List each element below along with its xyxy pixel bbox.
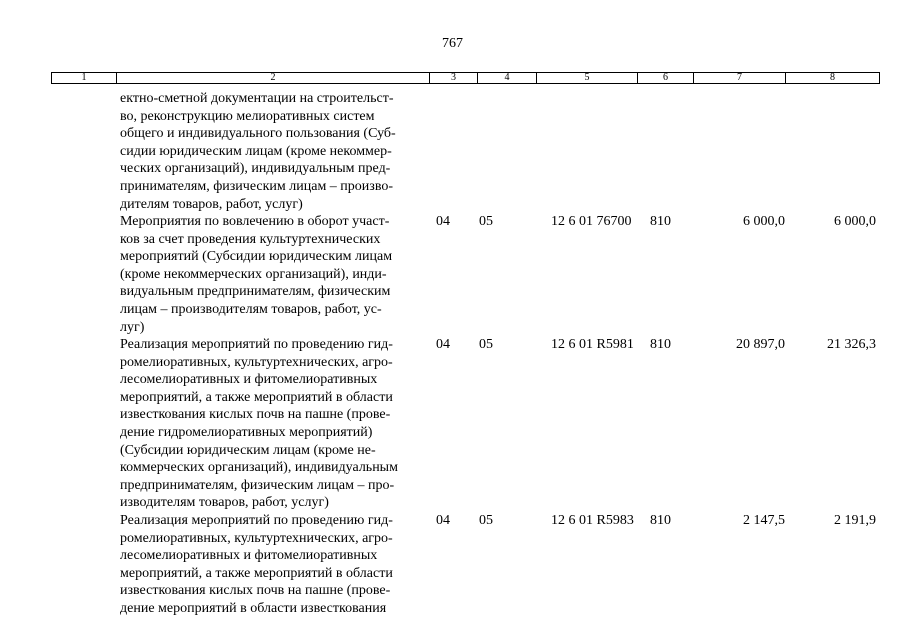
row-description: Реализация мероприятий по проведению гид- ромелиоративных, культуртехнических, агро- лесомелиоративных и фитомелиоративных мероприятий, а также мероприятий в области известкования кислых почв на пашне (прове- дение мероприятий в области известкования — [120, 513, 393, 616]
row-rz: 04 — [436, 337, 450, 352]
continuation-text: ектно-сметной документации на строительст- во, реконструкцию мелиоративных систем общего и индивидуального пользования (Суб- сидии юридическим лицам (кроме некоммер- ческих организаций), индивидуальным пред- принимателям, физическим лицам – произво- дителям товаров, работ, услуг) — [120, 91, 396, 212]
row-sum-2: 2 191,9 — [834, 513, 876, 528]
row-description: Реализация мероприятий по проведению гид- ромелиоративных, культуртехнических, агро- лесомелиоративных и фитомелиоративных мероприятий, а также мероприятий в области известкования кислых почв на пашне (прове- дение гидромелиоративных мероприятий) (Субсидии юридическим лицам (кроме не- коммерческих организаций), индивидуальным предпринимателям, физическим лицам – про- изводителям товаров, работ, услуг) — [120, 337, 398, 511]
row-sum-1: 20 897,0 — [736, 337, 785, 352]
column-header-5: 5 — [537, 73, 638, 83]
row-sum-2: 6 000,0 — [834, 214, 876, 229]
column-header-6: 6 — [638, 73, 694, 83]
row-vr: 810 — [650, 214, 671, 229]
row-vr: 810 — [650, 337, 671, 352]
row-vr: 810 — [650, 513, 671, 528]
row-pr: 05 — [479, 337, 493, 352]
table-header — [51, 72, 880, 84]
column-header-7: 7 — [694, 73, 786, 83]
column-header-2: 2 — [117, 73, 430, 83]
row-csr: 12 6 01 R5983 — [551, 513, 634, 528]
row-description: Мероприятия по вовлечению в оборот участ- ков за счет проведения культуртехнических мероприятий (Субсидии юридическим лицам (кроме некоммерческих организаций), инди- видуальным предпринимателям, физическим лицам – производителям товаров, работ, ус- луг) — [120, 214, 393, 335]
row-pr: 05 — [479, 214, 493, 229]
row-sum-1: 2 147,5 — [743, 513, 785, 528]
row-csr: 12 6 01 R5981 — [551, 337, 634, 352]
row-sum-1: 6 000,0 — [743, 214, 785, 229]
row-rz: 04 — [436, 513, 450, 528]
column-header-8: 8 — [830, 72, 835, 83]
page-number: 767 — [442, 36, 463, 51]
row-pr: 05 — [479, 513, 493, 528]
column-header-4: 4 — [478, 73, 537, 83]
column-header-3: 3 — [430, 73, 478, 83]
row-rz: 04 — [436, 214, 450, 229]
column-header-1: 1 — [52, 73, 117, 83]
row-csr: 12 6 01 76700 — [551, 214, 632, 229]
row-sum-2: 21 326,3 — [827, 337, 876, 352]
